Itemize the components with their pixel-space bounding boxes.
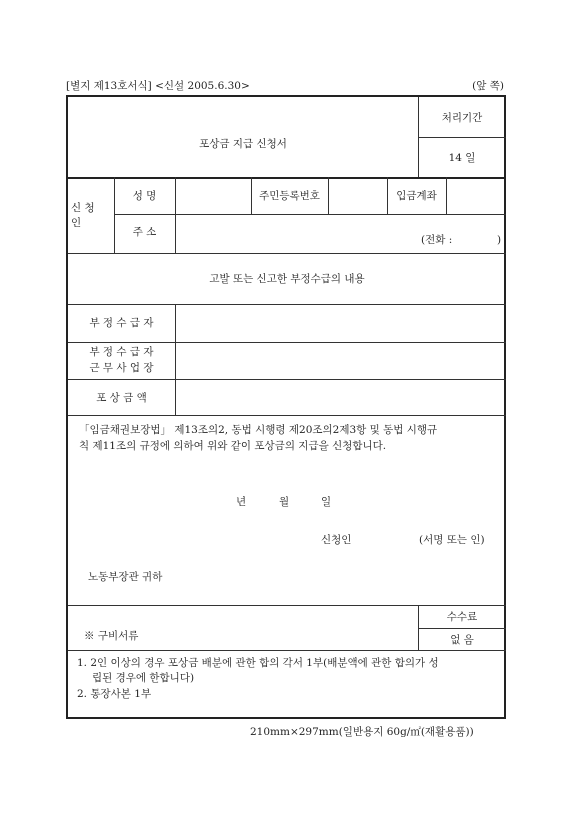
fee-value: 없 음 bbox=[450, 634, 474, 646]
phone-close: ) bbox=[497, 234, 502, 246]
applicant-section-label-2: 인 bbox=[71, 217, 82, 229]
document-item-1-cont: 립된 경우에 한합니다) bbox=[92, 672, 195, 684]
fee-label: 수수료 bbox=[446, 611, 478, 623]
addressee: 노동부장관 귀하 bbox=[88, 571, 163, 583]
reward-amount-field[interactable] bbox=[176, 380, 506, 415]
application-form bbox=[66, 95, 506, 719]
name-field[interactable] bbox=[176, 178, 251, 214]
resident-number-label: 주민등록번호 bbox=[259, 190, 320, 202]
date-month-label: 월 bbox=[279, 496, 290, 508]
form-header bbox=[66, 78, 506, 92]
statement-line-2: 칙 제11조의 규정에 의하여 위와 같이 포상금의 지급을 신청합니다. bbox=[79, 440, 387, 452]
paper-spec: 210mm×297mm(일반용지 60g/㎡(재활용품)) bbox=[250, 726, 474, 738]
page-side-label: (앞 쪽) bbox=[472, 80, 504, 92]
workplace-field[interactable] bbox=[176, 343, 506, 379]
address-field[interactable] bbox=[176, 215, 506, 253]
statement-line-1: 「임금채권보장법」 제13조의2, 동법 시행령 제20조의2제3항 및 동법 시행규 bbox=[79, 424, 438, 436]
name-label: 성 명 bbox=[132, 190, 157, 202]
applicant-sign-label: 신청인 bbox=[321, 534, 352, 546]
document-item-1: 1. 2인 이상의 경우 포상금 배분에 관한 합의 각서 1부(배분액에 관한 합의가 성 bbox=[77, 657, 439, 669]
workplace-label-1: 부 정 수 급 자 bbox=[89, 346, 154, 358]
form-reference: [별지 제13호서식] <신설 2005.6.30> bbox=[66, 80, 250, 92]
date-year-label: 년 bbox=[236, 496, 247, 508]
bank-account-label: 입금계좌 bbox=[396, 190, 437, 202]
fraud-recipient-field[interactable] bbox=[176, 305, 506, 342]
document-item-2: 2. 통장사본 1부 bbox=[77, 688, 152, 700]
report-content-title: 고발 또는 신고한 부정수급의 내용 bbox=[209, 273, 365, 285]
processing-period-label: 처리기간 bbox=[441, 112, 483, 124]
applicant-section-label: 신 청 bbox=[71, 202, 95, 214]
resident-number-field[interactable] bbox=[329, 178, 387, 214]
address-label: 주 소 bbox=[132, 226, 157, 238]
processing-period-value: 14 일 bbox=[448, 152, 476, 164]
required-documents-label: ※ 구비서류 bbox=[84, 630, 139, 642]
phone-label: (전화 : bbox=[421, 234, 453, 246]
signature-note: (서명 또는 인) bbox=[419, 534, 485, 546]
bank-account-field[interactable] bbox=[447, 178, 506, 214]
fraud-recipient-label: 부 정 수 급 자 bbox=[89, 317, 154, 329]
form-title: 포상금 지급 신청서 bbox=[199, 138, 287, 150]
date-day-label: 일 bbox=[321, 496, 332, 508]
workplace-label-2: 근 무 사 업 장 bbox=[89, 362, 154, 374]
reward-amount-label: 포 상 금 액 bbox=[96, 392, 147, 404]
